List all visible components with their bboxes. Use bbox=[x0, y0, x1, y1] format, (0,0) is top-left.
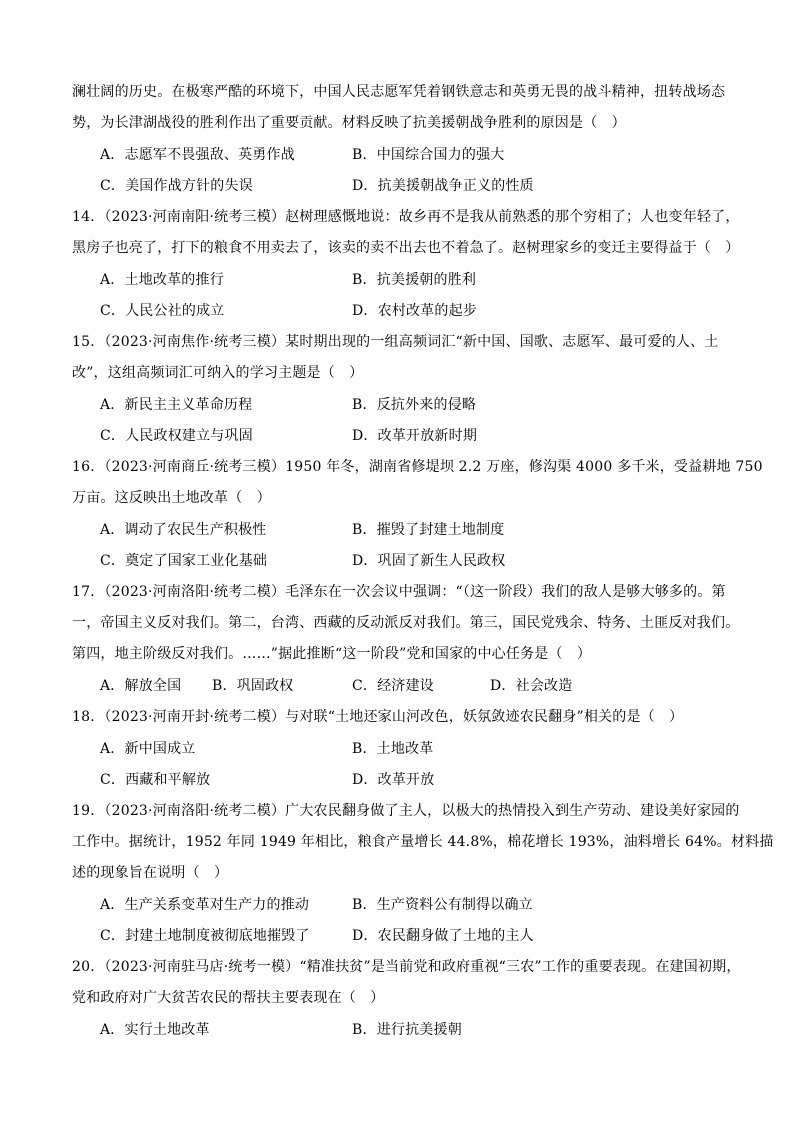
option-d: D．抗美援朝战争正义的性质 bbox=[352, 178, 534, 194]
question-text-line: 澜壮阔的历史。在极寒严酷的环境下，中国人民志愿军凭着钢铁意志和英勇无畏的战斗精神，扭转战场态 bbox=[72, 84, 726, 100]
option-a: A．生产关系变革对生产力的推动 bbox=[100, 897, 310, 913]
option-b: B．抗美援朝的胜利 bbox=[352, 272, 477, 288]
option-d: D．社会改造 bbox=[490, 678, 573, 694]
question-19-line: 19．（2023·河南洛阳·统考二模）广大农民翻身做了主人，以极大的热情投入到生产劳动、建设美好家园的 bbox=[72, 803, 740, 819]
question-17-line: 17．（2023·河南洛阳·统考二模）毛泽东在一次会议中强调：“（这一阶段）我们的敌人是够大够多的。第 bbox=[72, 584, 726, 600]
option-c: C．人民政权建立与巩固 bbox=[100, 428, 253, 444]
option-a: A．实行土地改革 bbox=[100, 1022, 210, 1038]
option-c: C．西藏和平解放 bbox=[100, 772, 211, 788]
option-a: A．新民主主义革命历程 bbox=[100, 397, 253, 413]
option-c: C．奠定了国家工业化基础 bbox=[100, 553, 268, 569]
question-15-line: 15．（2023·河南焦作·统考三模）某时期出现的一组高频词汇“新中国、国歌、志愿军、最可爱的人、土 bbox=[72, 334, 719, 350]
option-d: D．改革开放新时期 bbox=[352, 428, 478, 444]
option-b: B．生产资料公有制得以确立 bbox=[352, 897, 533, 913]
option-d: D．改革开放 bbox=[352, 772, 435, 788]
option-c: C．美国作战方针的失误 bbox=[100, 178, 253, 194]
option-c: C．封建土地制度被彻底地摧毁了 bbox=[100, 928, 310, 944]
option-b: B．反抗外来的侵略 bbox=[352, 397, 477, 413]
option-c: C．人民公社的成立 bbox=[100, 303, 225, 319]
question-15-line: 改”，这组高频词汇可纳入的学习主题是（ ） bbox=[72, 365, 364, 381]
question-14-line: 黑房子也亮了，打下的粮食不用卖去了，该卖的卖不出去也不着急了。赵树理家乡的变迁主要得益于（ ） bbox=[72, 240, 740, 256]
question-17-line: 一，帝国主义反对我们。第二，台湾、西藏的反动派反对我们。第三，国民党残余、特务、土匪反对我们。 bbox=[72, 615, 740, 631]
option-b: B．摧毁了封建土地制度 bbox=[352, 522, 505, 538]
option-b: B．土地改革 bbox=[352, 741, 434, 757]
option-b: B．巩固政权 bbox=[212, 678, 294, 694]
option-b: B．进行抗美援朝 bbox=[352, 1022, 462, 1038]
option-a: A．调动了农民生产积极性 bbox=[100, 522, 267, 538]
option-b: B．中国综合国力的强大 bbox=[352, 147, 505, 163]
question-19-line: 述的现象旨在说明（ ） bbox=[72, 865, 229, 881]
option-c: C．经济建设 bbox=[352, 678, 434, 694]
question-text-line: 势，为长津湖战役的胜利作出了重要贡献。材料反映了抗美援朝战争胜利的原因是（ ） bbox=[72, 115, 626, 131]
option-a: A．解放全国 bbox=[100, 678, 182, 694]
question-20-line: 20．（2023·河南驻马店·统考一模）“精准扶贫”是当前党和政府重视“三农”工作的重要表现。在建国初期， bbox=[72, 959, 741, 975]
question-16-line: 16．（2023·河南商丘·统考三模）1950 年冬，湖南省修堤坝 2.2 万座，修沟渠 4000 多千米，受益耕地 750 bbox=[72, 459, 763, 475]
question-17-line: 第四，地主阶级反对我们。……”据此推断“这一阶段”党和国家的中心任务是（ ） bbox=[72, 646, 592, 662]
question-16-line: 万亩。这反映出土地改革（ ） bbox=[72, 490, 271, 506]
option-a: A．志愿军不畏强敌、英勇作战 bbox=[100, 147, 295, 163]
option-d: D．巩固了新生人民政权 bbox=[352, 553, 506, 569]
option-d: D．农民翻身做了土地的主人 bbox=[352, 928, 534, 944]
option-d: D．农村改革的起步 bbox=[352, 303, 478, 319]
option-a: A．土地改革的推行 bbox=[100, 272, 224, 288]
option-a: A．新中国成立 bbox=[100, 741, 196, 757]
question-19-line: 工作中。据统计，1952 年同 1949 年相比，粮食产量增长 44.8%，棉花增长 193%，油料增长 64%。材料描 bbox=[72, 834, 774, 850]
question-20-line: 党和政府对广大贫苦农民的帮扶主要表现在（ ） bbox=[72, 990, 385, 1006]
question-18-line: 18．（2023·河南开封·统考二模）与对联“土地还家山河改色，妖氛敛迹农民翻身”相关的是（ ） bbox=[72, 709, 684, 725]
question-14-line: 14．（2023·河南南阳·统考三模）赵树理感慨地说：故乡再不是我从前熟悉的那个穷相了；人也变年轻了， bbox=[72, 209, 740, 225]
